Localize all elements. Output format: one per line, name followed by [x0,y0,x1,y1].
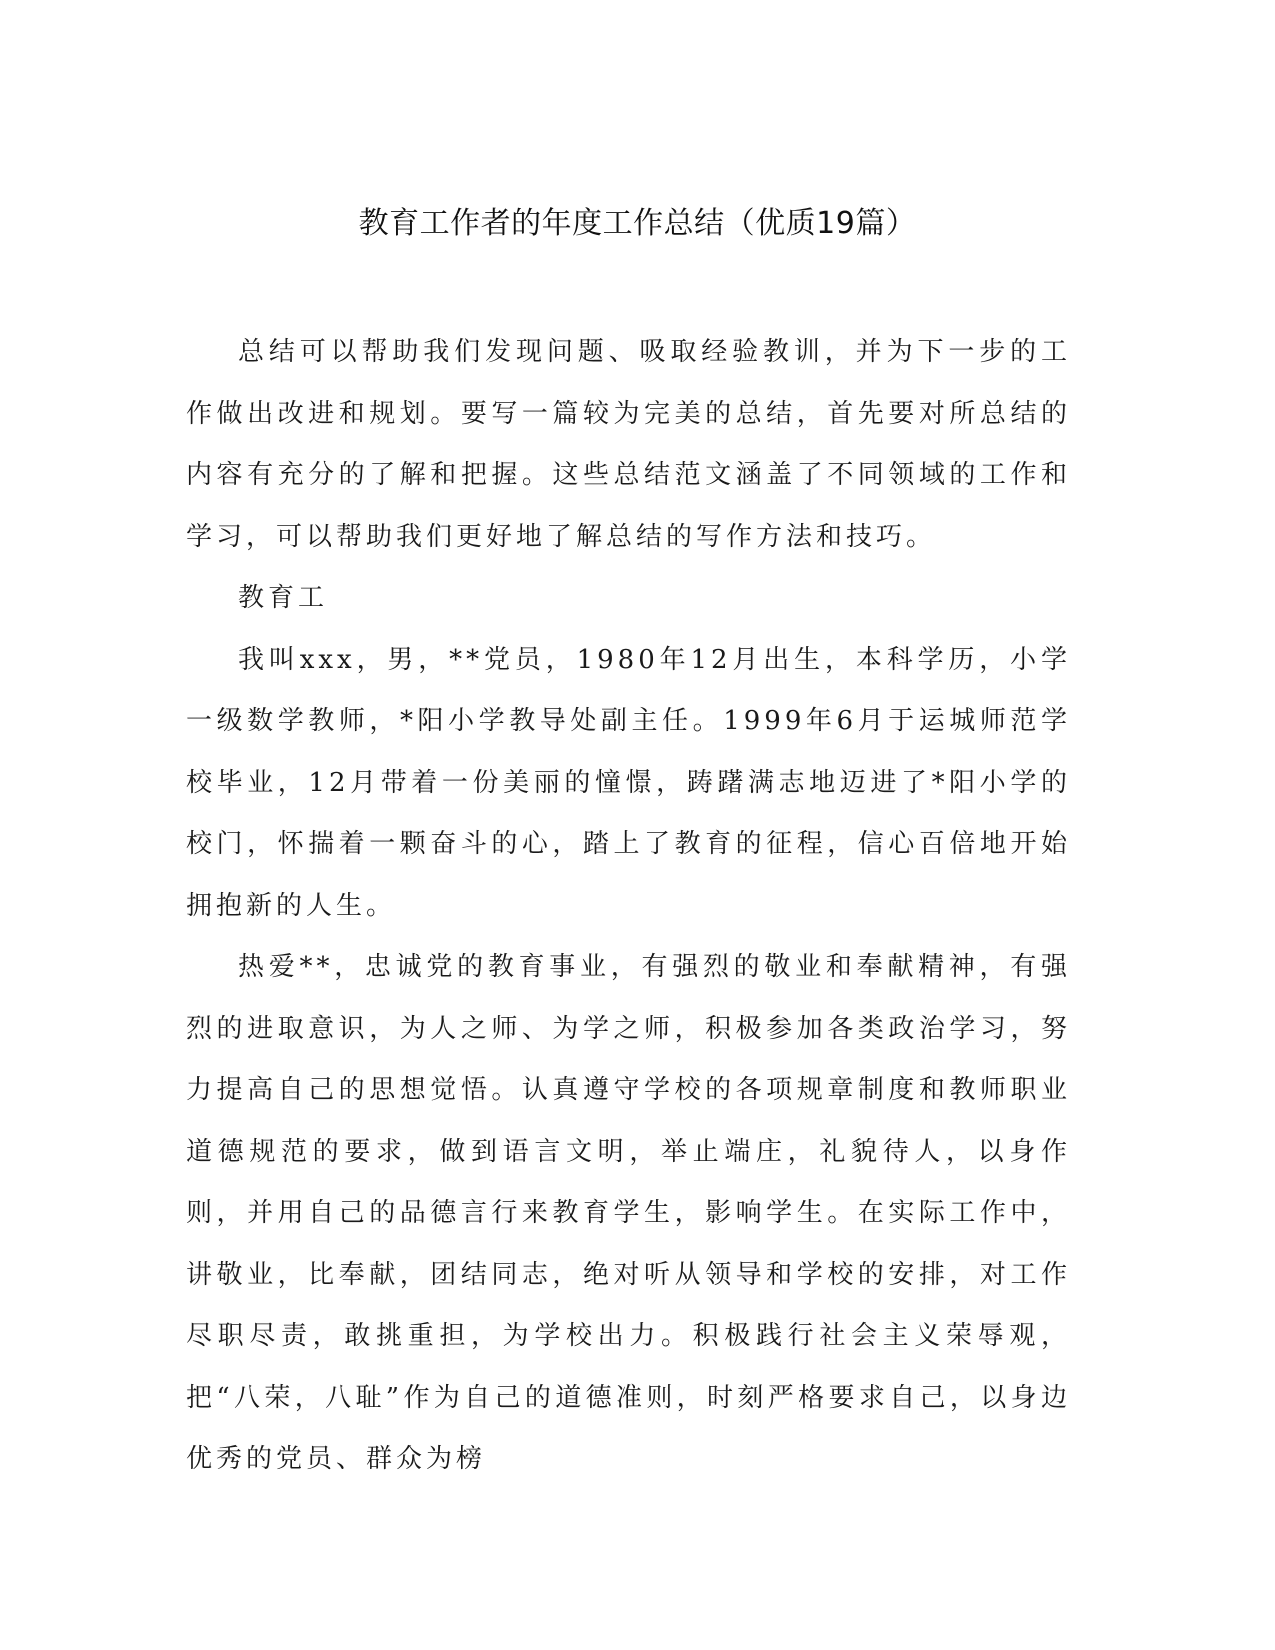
paragraph-self-introduction: 我叫xxx，男，**党员，1980年12月出生，本科学历，小学一级数学教师，*阳小学教导处副主任。1999年6月于运城师范学校毕业，12月带着一份美丽的憧憬，踌躇满志地迈进了*阳小学的校门，怀揣着一颗奋斗的心，踏上了教育的征程，信心百倍地开始拥抱新的人生。 [186,644,1071,921]
document-body [186,322,1071,1491]
paragraph-political-conduct: 热爱**，忠诚党的教育事业，有强烈的敬业和奉献精神，有强烈的进取意识，为人之师、为学之师，积极参加各类政治学习，努力提高自己的思想觉悟。认真遵守学校的各项规章制度和教师职业道德规范的要求，做到语言文明，举止端庄，礼貌待人，以身作则，并用自己的品德言行来教育学生，影响学生。在实际工作中，讲敬业，比奉献，团结同志，绝对听从领导和学校的安排，对工作尽职尽责，敢挑重担，为学校出力。积极践行社会主义荣辱观，把“八荣，八耻”作为自己的道德准则，时刻严格要求自己，以身边优秀的党员、群众为榜 [186,952,1071,1474]
paragraph-intro: 总结可以帮助我们发现问题、吸取经验教训，并为下一步的工作做出改进和规划。要写一篇较为完美的总结，首先要对所总结的内容有充分的了解和把握。这些总结范文涵盖了不同领域的工作和学习，可以帮助我们更好地了解总结的写作方法和技巧。 [186,337,1071,552]
document-title: 教育工作者的年度工作总结（优质19篇） [358,206,917,241]
paragraph-heading-fragment: 教育工 [238,583,329,613]
